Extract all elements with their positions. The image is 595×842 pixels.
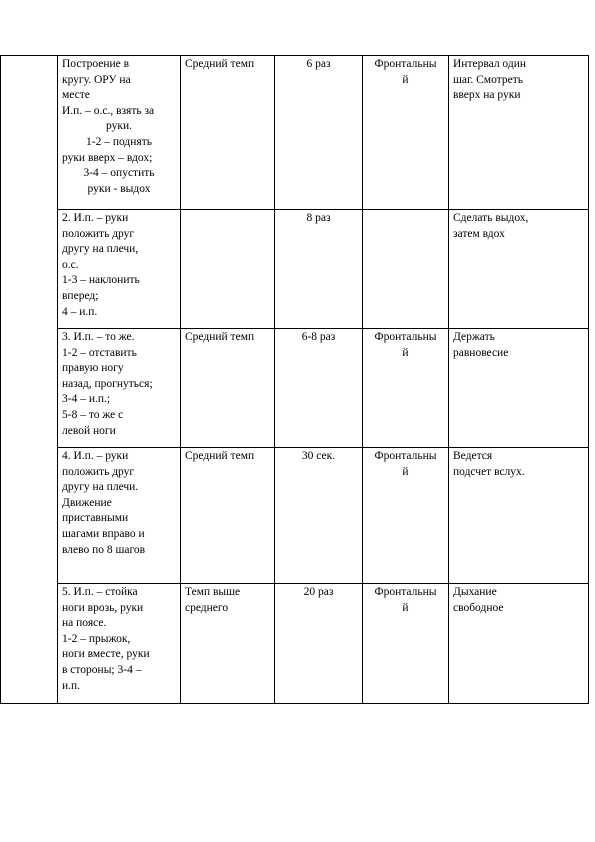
exercise-line: ноги врозь, руки — [62, 601, 144, 614]
exercise-table-body — [1, 56, 589, 704]
exercise-line: Движение — [62, 496, 112, 509]
notes-text: Сделать выдох, — [453, 212, 529, 224]
repetitions-cell — [275, 584, 363, 704]
notes-text: Держать — [453, 331, 495, 343]
row-number-cell — [1, 210, 58, 329]
row-number-cell — [1, 584, 58, 704]
tempo-text: среднего — [185, 601, 229, 614]
repetitions-cell — [275, 448, 363, 584]
method-cell — [363, 448, 449, 584]
exercise-line: 5. И.п. – стойка — [62, 586, 138, 598]
table-row — [1, 584, 589, 704]
exercise-line: другу на плечи. — [62, 481, 139, 494]
table-row — [1, 448, 589, 584]
notes-text: равновесие — [453, 346, 509, 359]
exercise-cell — [58, 448, 181, 584]
exercise-cell — [58, 210, 181, 329]
table-row — [1, 329, 589, 448]
repetitions-cell — [275, 329, 363, 448]
exercise-line: И.п. – о.с., взять за — [62, 104, 155, 117]
exercise-table — [0, 55, 589, 704]
tempo-cell — [181, 584, 275, 704]
notes-text: подсчет вслух. — [453, 465, 525, 478]
exercise-line: 3-4 – опустить — [83, 167, 155, 180]
exercise-line: руки - выдох — [87, 182, 151, 195]
exercise-cell — [58, 329, 181, 448]
tempo-text: Средний темп — [185, 58, 255, 70]
exercise-line: 1-2 – отставить — [62, 346, 137, 359]
exercise-line: 1-2 – прыжок, — [62, 632, 131, 645]
row-number-cell — [1, 56, 58, 210]
row-number-cell — [1, 448, 58, 584]
exercise-line: о.с. — [62, 258, 79, 271]
notes-text: вверх на руки — [453, 89, 521, 102]
exercise-line: месте — [62, 89, 90, 102]
exercise-line: кругу. ОРУ на — [62, 73, 131, 86]
exercise-line: вперед; — [62, 289, 99, 302]
exercise-line: левой ноги — [62, 424, 116, 437]
method-text: й — [402, 465, 409, 478]
exercise-line: Построение в — [62, 58, 130, 70]
method-cell — [363, 329, 449, 448]
notes-cell — [449, 210, 589, 329]
method-cell — [363, 210, 449, 329]
tempo-cell — [181, 448, 275, 584]
notes-text: затем вдох — [453, 227, 505, 240]
repetitions-cell — [275, 210, 363, 329]
exercise-line: приставными — [62, 512, 129, 525]
repetitions-text: 30 сек. — [301, 450, 336, 462]
exercise-line: 4. И.п. – руки — [62, 450, 129, 462]
notes-text: Ведется — [453, 450, 493, 462]
method-text: Фронтальны — [374, 331, 437, 343]
exercise-cell — [58, 584, 181, 704]
exercise-line: руки вверх – вдох; — [62, 151, 153, 164]
exercise-line: правую ногу — [62, 362, 124, 375]
exercise-line: и.п. — [62, 679, 81, 692]
method-text: й — [402, 601, 409, 614]
row-number-cell — [1, 329, 58, 448]
exercise-cell — [58, 56, 181, 210]
method-text: й — [402, 346, 409, 359]
exercise-line: влево по 8 шагов — [62, 543, 146, 556]
exercise-line: 5-8 – то же с — [62, 408, 124, 421]
repetitions-cell — [275, 56, 363, 210]
exercise-line: положить друг — [62, 465, 135, 478]
method-text: й — [402, 73, 409, 86]
exercise-line: положить друг — [62, 227, 135, 240]
tempo-text: Темп выше — [185, 586, 241, 598]
notes-text: шаг. Смотреть — [453, 73, 523, 86]
repetitions-text: 20 раз — [303, 586, 334, 598]
exercise-line: 3-4 – и.п.; — [62, 393, 111, 406]
tempo-cell — [181, 329, 275, 448]
exercise-line: 1-3 – наклонить — [62, 274, 140, 287]
exercise-line: другу на плечи, — [62, 243, 139, 256]
notes-cell — [449, 329, 589, 448]
tempo-cell — [181, 210, 275, 329]
method-cell — [363, 56, 449, 210]
method-text: Фронтальны — [374, 586, 437, 598]
method-cell — [363, 584, 449, 704]
method-text: Фронтальны — [374, 450, 437, 462]
exercise-line: 2. И.п. – руки — [62, 212, 129, 224]
notes-text: свободное — [453, 601, 504, 614]
repetitions-text: 8 раз — [306, 212, 331, 224]
exercise-line: 4 – и.п. — [62, 305, 98, 318]
tempo-cell — [181, 56, 275, 210]
tempo-text: Средний темп — [185, 450, 255, 462]
exercise-line: на поясе. — [62, 617, 107, 630]
method-text: Фронтальны — [374, 58, 437, 70]
tempo-text: Средний темп — [185, 331, 255, 343]
exercise-line: ноги вместе, руки — [62, 648, 150, 661]
repetitions-text: 6 раз — [306, 58, 331, 70]
table-row — [1, 56, 589, 210]
exercise-line: 1-2 – поднять — [86, 135, 152, 148]
notes-text: Интервал один — [453, 58, 527, 70]
exercise-line: руки. — [106, 120, 132, 133]
exercise-line: шагами вправо и — [62, 527, 145, 540]
notes-cell — [449, 56, 589, 210]
exercise-line: 3. И.п. – то же. — [62, 331, 135, 343]
repetitions-text: 6-8 раз — [301, 331, 336, 343]
notes-cell — [449, 448, 589, 584]
notes-cell — [449, 584, 589, 704]
table-row — [1, 210, 589, 329]
exercise-line: назад, прогнуться; — [62, 377, 153, 390]
notes-text: Дыхание — [453, 586, 497, 598]
exercise-line: в стороны; 3-4 – — [62, 663, 142, 676]
